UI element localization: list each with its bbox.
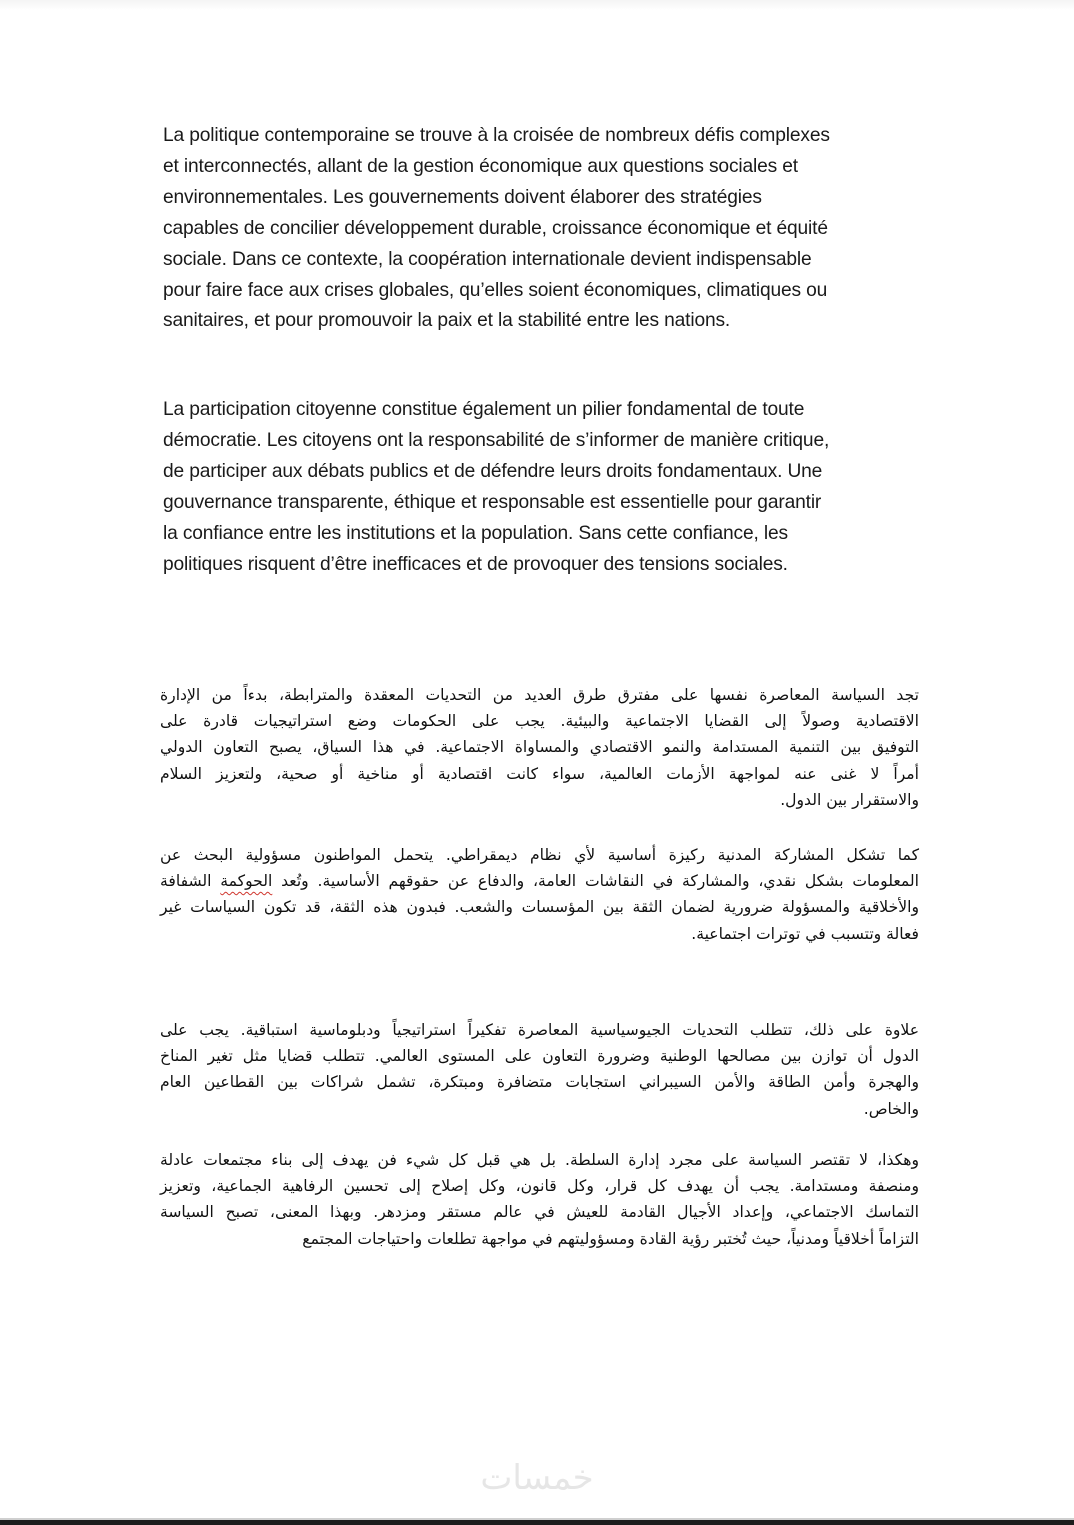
text-line: politiques risquent d’être inefficaces et de provoquer des tensions sociales. bbox=[163, 553, 788, 575]
text-line: علاوة على ذلك، تتطلب التحديات الجيوسياسية المعاصرة تفكيراً استراتيجياً ودبلوماسية استباقية. يجب على bbox=[160, 1021, 919, 1039]
page-bottom-border bbox=[0, 1518, 1074, 1525]
watermark-logo: خمسات bbox=[480, 1458, 594, 1498]
text-line: الدول أن توازن بين مصالحها الوطنية وضرورة التعاون على المستوى العالمي. تتطلب قضايا مثل تغير المناخ bbox=[160, 1047, 919, 1066]
text-line: وهكذا، لا تقتصر السياسة على مجرد إدارة السلطة. بل هي قبل كل شيء فن يهدف إلى بناء مجتمعات عادلة bbox=[160, 1151, 919, 1169]
text-line: La participation citoyenne constitue également un pilier fondamental de toute bbox=[163, 399, 805, 420]
arabic-paragraph-3 bbox=[160, 1017, 919, 1122]
text-line: فعالة وتتسبب في توترات اجتماعية. bbox=[691, 924, 919, 943]
text-line: التزاماً أخلاقياً ومدنياً، حيث تُختبر رؤية القادة ومسؤوليتهم في مواجهة تطلعات واحتياجات المجتمع bbox=[302, 1229, 919, 1248]
text-line: والهجرة وأمن الطاقة والأمن السيبراني استجابات متضافرة ومبتكرة، تشمل شراكات بين القطاعين العام bbox=[160, 1073, 919, 1092]
text-line: أمراً لا غنى عنه لمواجهة الأزمات العالمية، سواء كانت اقتصادية أو مناخية أو صحية، ولتعزيز السلام bbox=[160, 764, 919, 783]
arabic-paragraph-1 bbox=[160, 682, 919, 813]
text-line: pour faire face aux crises globales, qu’elles soient économiques, climatiques ou bbox=[163, 279, 828, 301]
text-line: الاقتصادية وصولاً إلى القضايا الاجتماعية والبيئية. يجب على الحكومات وضع استراتيجيات قادرة على bbox=[160, 712, 919, 731]
text-line: والخاص. bbox=[863, 1099, 919, 1118]
text-line: والأخلاقية والمسؤولة ضرورية لضمان الثقة بين المؤسسات والشعب. فبدون هذه الثقة، قد تكون السياسات غير bbox=[160, 898, 919, 917]
french-paragraph-1 bbox=[163, 121, 923, 337]
arabic-paragraph-2 bbox=[160, 842, 919, 947]
text-line: et interconnectés, allant de la gestion économique aux questions sociales et bbox=[163, 155, 798, 177]
text-line: gouvernance transparente, éthique et responsable est essentielle pour garantir bbox=[163, 491, 822, 513]
text-line: sociale. Dans ce contexte, la coopération internationale devient indispensable bbox=[163, 248, 812, 270]
text-line: la confiance entre les institutions et la population. Sans cette confiance, les bbox=[163, 522, 788, 544]
french-paragraph-2 bbox=[163, 395, 923, 580]
text-line: environnementales. Les gouvernements doivent élaborer des stratégies bbox=[163, 186, 762, 208]
text-line: والاستقرار بين الدول. bbox=[780, 790, 919, 809]
text-line: كما تشكل المشاركة المدنية ركيزة أساسية لأي نظام ديمقراطي. يتحمل المواطنون مسؤولية البحث عن bbox=[160, 846, 919, 864]
text-line: تجد السياسة المعاصرة نفسها على مفترق طرق العديد من التحديات المعقدة والمترابطة، بدءاً من الإدارة bbox=[160, 686, 919, 704]
text-line: ومنصفة ومستدامة. يجب أن يهدف كل قرار، وكل قانون، وكل إصلاح إلى تحسين الرفاهية الجماعية، وتعزيز bbox=[160, 1177, 919, 1196]
text-segment: الشفافة bbox=[160, 872, 212, 891]
text-line: sanitaires, et pour promouvoir la paix et la stabilité entre les nations. bbox=[163, 310, 731, 332]
text-line: التماسك الاجتماعي، وإعداد الأجيال القادمة للعيش في عالم مستقر ومزدهر. وبهذا المعنى، تصبح السياسة bbox=[160, 1203, 919, 1222]
text-line: démocratie. Les citoyens ont la responsabilité de s’informer de manière critique, bbox=[163, 429, 830, 451]
spellcheck-flagged-word[interactable]: الحوكمة bbox=[220, 872, 273, 891]
page-top-shadow bbox=[0, 0, 1074, 10]
text-line: التوفيق بين التنمية المستدامة والنمو الاقتصادي والمساواة الاجتماعية. في هذا السياق، يصبح التعاون الدولي bbox=[160, 738, 919, 757]
text-line: La politique contemporaine se trouve à la croisée de nombreux défis complexes bbox=[163, 125, 830, 146]
arabic-paragraph-4 bbox=[160, 1147, 919, 1252]
text-segment: المعلومات بشكل نقدي، والمشاركة في النقاشات العامة، والدفاع عن حقوقهم الأساسية. وتُعد bbox=[281, 872, 919, 891]
text-line: de participer aux débats publics et de défendre leurs droits fondamentaux. Une bbox=[163, 460, 823, 482]
text-line: capables de concilier développement durable, croissance économique et équité bbox=[163, 217, 828, 239]
text-line bbox=[160, 868, 919, 894]
